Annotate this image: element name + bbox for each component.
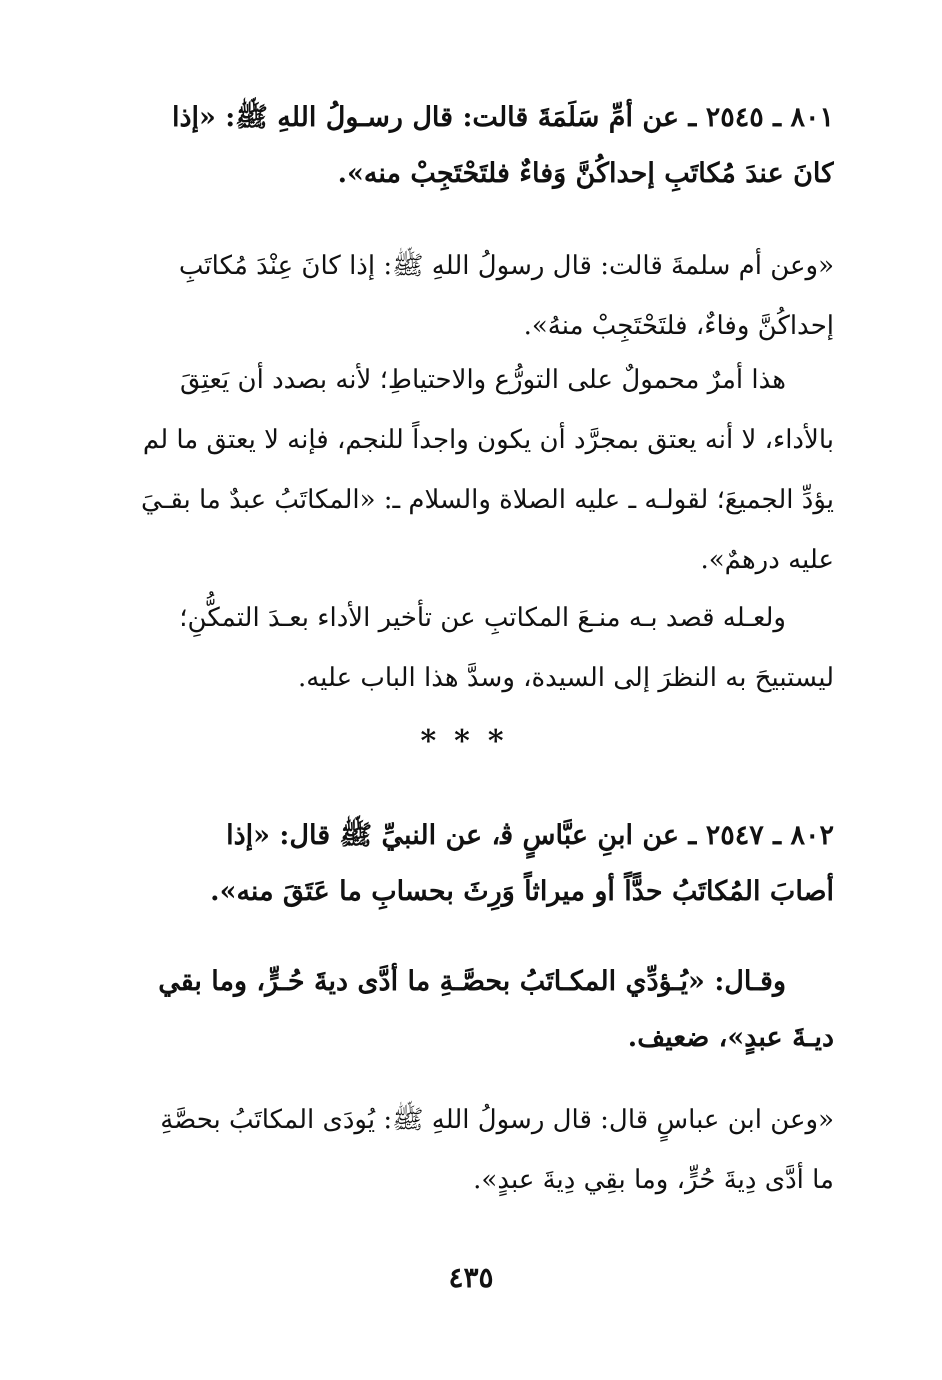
hadith-802-quoted bbox=[110, 1090, 834, 1210]
hadith-801-matn bbox=[110, 90, 834, 202]
text-line: «وعن ابن عباسٍ قال: قال رسولُ اللهِ ﷺ: يُودَى المكاتَبُ بحصَّةِ bbox=[160, 1105, 834, 1135]
text-line: ولعـله قصد بـه منـعَ المكاتبِ عن تأخير الأداء بعـدَ التمكُّنِ؛ bbox=[179, 603, 786, 633]
text-line: يؤدِّ الجميعَ؛ لقولـه ـ عليه الصلاة والسلام ـ: «المكاتَبُ عبدٌ ما بقـيَ bbox=[141, 485, 834, 515]
text-line: ليستبيحَ به النظرَ إلى السيدة، وسدَّ هذا الباب عليه. bbox=[297, 663, 834, 693]
text-line: ٨٠٢ ـ ٢٥٤٧ ـ عن ابنِ عبَّاسٍ ﭬ، عن النبيِّ ﷺ قال: «إذا bbox=[226, 820, 834, 851]
text-line: ما أدَّى دِيةَ حُرٍّ، وما بقِي دِيةَ عبدٍ». bbox=[473, 1165, 834, 1195]
section-separator: *** bbox=[420, 724, 522, 759]
commentary-801-b bbox=[110, 588, 834, 708]
text-line: عليه درهمٌ». bbox=[700, 545, 834, 575]
text-line: وقـال: «يُـؤدِّي المكـاتَبُ بحصَّـةِ ما أدَّى ديةَ حُـرٍّ، وما بقي bbox=[158, 966, 786, 997]
page-number: ٤٣٥ bbox=[448, 1261, 494, 1294]
commentary-801 bbox=[110, 350, 834, 590]
text-line: إحداكُنَّ وفاءٌ، فلتَحْتَجِبْ منهُ». bbox=[523, 311, 834, 341]
text-line: بالأداء، لا أنه يعتق بمجرَّد أن يكون واجداً للنجم، فإنه لا يعتق ما لم bbox=[142, 425, 834, 455]
hadith-801-quoted bbox=[110, 236, 834, 356]
text-line: أصابَ المُكاتَبُ حدًّاً أو ميراثاً وَرِثَ بحسابِ ما عَتَقَ منه». bbox=[210, 876, 834, 907]
text-line: ٨٠١ ـ ٢٥٤٥ ـ عن أمِّ سَلَمَةَ قالت: قال رسـولُ اللهِ ﷺ: «إذا bbox=[171, 102, 834, 133]
text-line: كانَ عندَ مُكاتَبِ إحداكُنَّ وَفاءٌ فلتَحْتَجِبْ منه». bbox=[337, 158, 834, 189]
hadith-802-matn bbox=[110, 808, 834, 920]
hadith-802-addition bbox=[110, 954, 834, 1066]
text-line: ديـةَ عبدٍ»، ضعيف. bbox=[627, 1022, 834, 1053]
text-line: هذا أمرٌ محمولٌ على التورُّع والاحتياطِ؛ لأنه بصدد أن يَعتِقَ bbox=[179, 365, 786, 395]
text-line: «وعن أم سلمةَ قالت: قال رسولُ اللهِ ﷺ: إذا كانَ عِنْدَ مُكاتَبِ bbox=[178, 251, 834, 281]
